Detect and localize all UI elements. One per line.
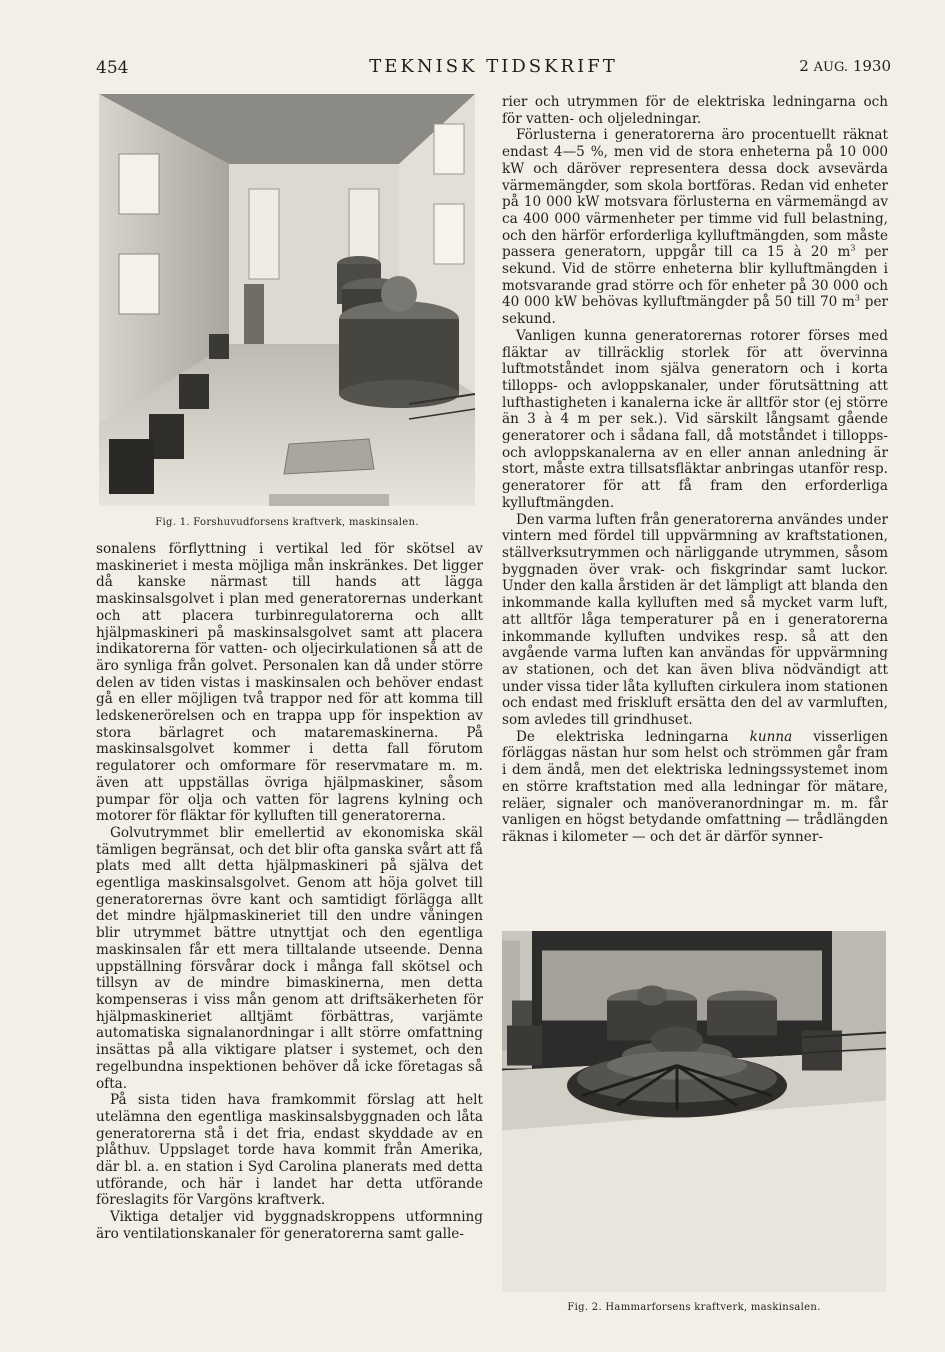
machine-hall-photo-2 (502, 931, 886, 1292)
issue-date: 2 AUG. 1930 (799, 57, 891, 75)
paragraph: Vanligen kunna generatorernas rotorer förses med fläktar av tillräcklig storlek för att övervinna luftmotståndet inom själva generatorn och i korta tillopps- och avloppskanaler, under förutsättning att lufthastigheten i kanalerna icke är alltför stor (ej större än 3 à 4 m per sek.). Vid särskilt långsamt gående generatorer och i sådana fall, då motståndet i tillopps- och avloppskanalerna av en eller annan anledning är stort, måste extra tillsatsfläktar anbringas utanför resp. generatorer för att få fram den erforderliga kylluftmängden. (502, 327, 888, 511)
page-number: 454 (96, 58, 129, 78)
machine-hall-photo-1 (99, 94, 475, 506)
figure-1-caption: Fig. 1. Forshuvudforsens kraftverk, maskinsalen. (155, 517, 419, 528)
figure-2-photo (502, 931, 886, 1292)
paragraph: sonalens förflyttning i vertikal led för skötsel av maskineriet i mesta möjliga mån inskränkes. Det ligger då kanske närmast till hands att lägga maskinsalsgolvet i plan med generatorernas underkant och att placera turbinregulatorerna och allt hjälpmaskineri på maskinsalsgolvet samt att placera indikatorerna för vatten- och oljecirkulationen så att de äro synliga från golvet. Personalen kan då under större delen av tiden vistas i maskinsalen och behöver endast gå en eller möjligen två trappor ned för att komma till ledskenerörelsen och en trappa upp för inspektion av stora bärlagret och mataremaskinerna. På maskinsalsgolvet kommer i detta fall förutom regulatorer och omformare för reservmatare m. m. även att uppställas övriga hjälpmaskiner, såsom pumpar för olja och vatten för lagrens kylning och motorer för fläktar för kylluften till generatorerna. (96, 541, 483, 825)
paragraph: Viktiga detaljer vid byggnadskroppens utformning äro ventilationskanaler för generatorerna samt galle- (96, 1209, 483, 1242)
paragraph: Förlusterna i generatorerna äro procentuellt räknat endast 4—5 %, men vid de stora enheterna på 10 000 kW och däröver representera dessa dock avsevärda värmemängder, som skola bortföras. Redan vid enheter på 10 000 kW motsvara förlusterna en värmemängd av ca 400 000 värmenheter per timme vid full belastning, och den härför erforderliga kylluftmängden, som måste passera generatorn, uppgår till ca 15 à 20 $m^3$ per sekund. Vid de större enheterna blir kylluftmängden i motsvarande grad större och för enheter på 30 000 och 40 000 kW behövas kylluftmängder på 50 till 70 $m^3$ per sekund. (502, 127, 888, 328)
paragraph: På sista tiden hava framkommit förslag att helt utelämna den egentliga maskinsalsbyggnaden och låta generatorerna stå i det fria, endast skyddade av en plåthuv. Uppslaget torde hava kommit från Amerika, där bl. a. en station i Syd Carolina planerats med detta utförande, och här i landet har detta utförande föreslagits för Vargöns kraftverk. (96, 1092, 483, 1209)
journal-title: TEKNISK TIDSKRIFT (369, 56, 618, 77)
paragraph: Den varma luften från generatorerna användes under vintern med fördel till uppvärmning av kraftstationen, ställverksutrymmen och närliggande utrymmen, såsom byggnaden över vrak- och fiskgrindar samt luckor. Under den kalla årstiden är det lämpligt att blanda den inkommande kalla kylluften med så mycket varm luft, att alltför låga temperaturer på en i generatorerna inkommande kylluften undvikes resp. så att den avgående varma luften kan användas för uppvärmning av stationen, och det kan även bliva nödvändigt att under vissa tider låta kylluften cirkulera inom stationen och endast med friskluft ersätta den del av varmluften, som avledes till grindhuset. (502, 511, 888, 729)
paragraph: rier och utrymmen för de elektriska ledningarna och för vatten- och oljeledningar. (502, 94, 888, 127)
left-text-column (96, 541, 483, 1243)
page-header (96, 54, 891, 84)
paragraph: De elektriska ledningarna kunna visserligen förläggas nästan hur som helst och strömmen går fram i dem ändå, men det elektriska ledningssystemet inom en större kraftstation med alla ledningar för mätare, reläer, signaler och manöveranordningar m. m. får vanligen en högst betydande omfattning — trådlängden räknas i kilometer — och det är därför synner- (502, 728, 888, 845)
paragraph: Golvutrymmet blir emellertid av ekonomiska skäl tämligen begränsat, och det blir ofta ganska svårt att få plats med allt detta hjälpmaskineri på själva det egentliga maskinsalsgolvet. Genom att höja golvet till generatorernas övre kant och samtidigt förlägga allt det mindre hjälpmaskineriet till den undre våningen blir utrymmet bättre utnyttjat och den egentliga maskinsalen får ett mera tilltalande utseende. Denna uppställning försvårar dock i många fall skötsel och tillsyn av de mindre bimaskinerna, men detta kompenseras i viss mån genom att driftsäkerheten för hjälpmaskineriet alltjämt förbättras, varjämte automatiska signalanordningar i allt större omfattning insättas på alla viktigare platser i systemet, och den regelbundna inspektionen behöver då icke företagas så ofta. (96, 824, 483, 1092)
figure-2-caption: Fig. 2. Hammarforsens kraftverk, maskinsalen. (567, 1302, 821, 1313)
figure-1-photo (99, 94, 475, 506)
right-text-column (502, 94, 888, 846)
